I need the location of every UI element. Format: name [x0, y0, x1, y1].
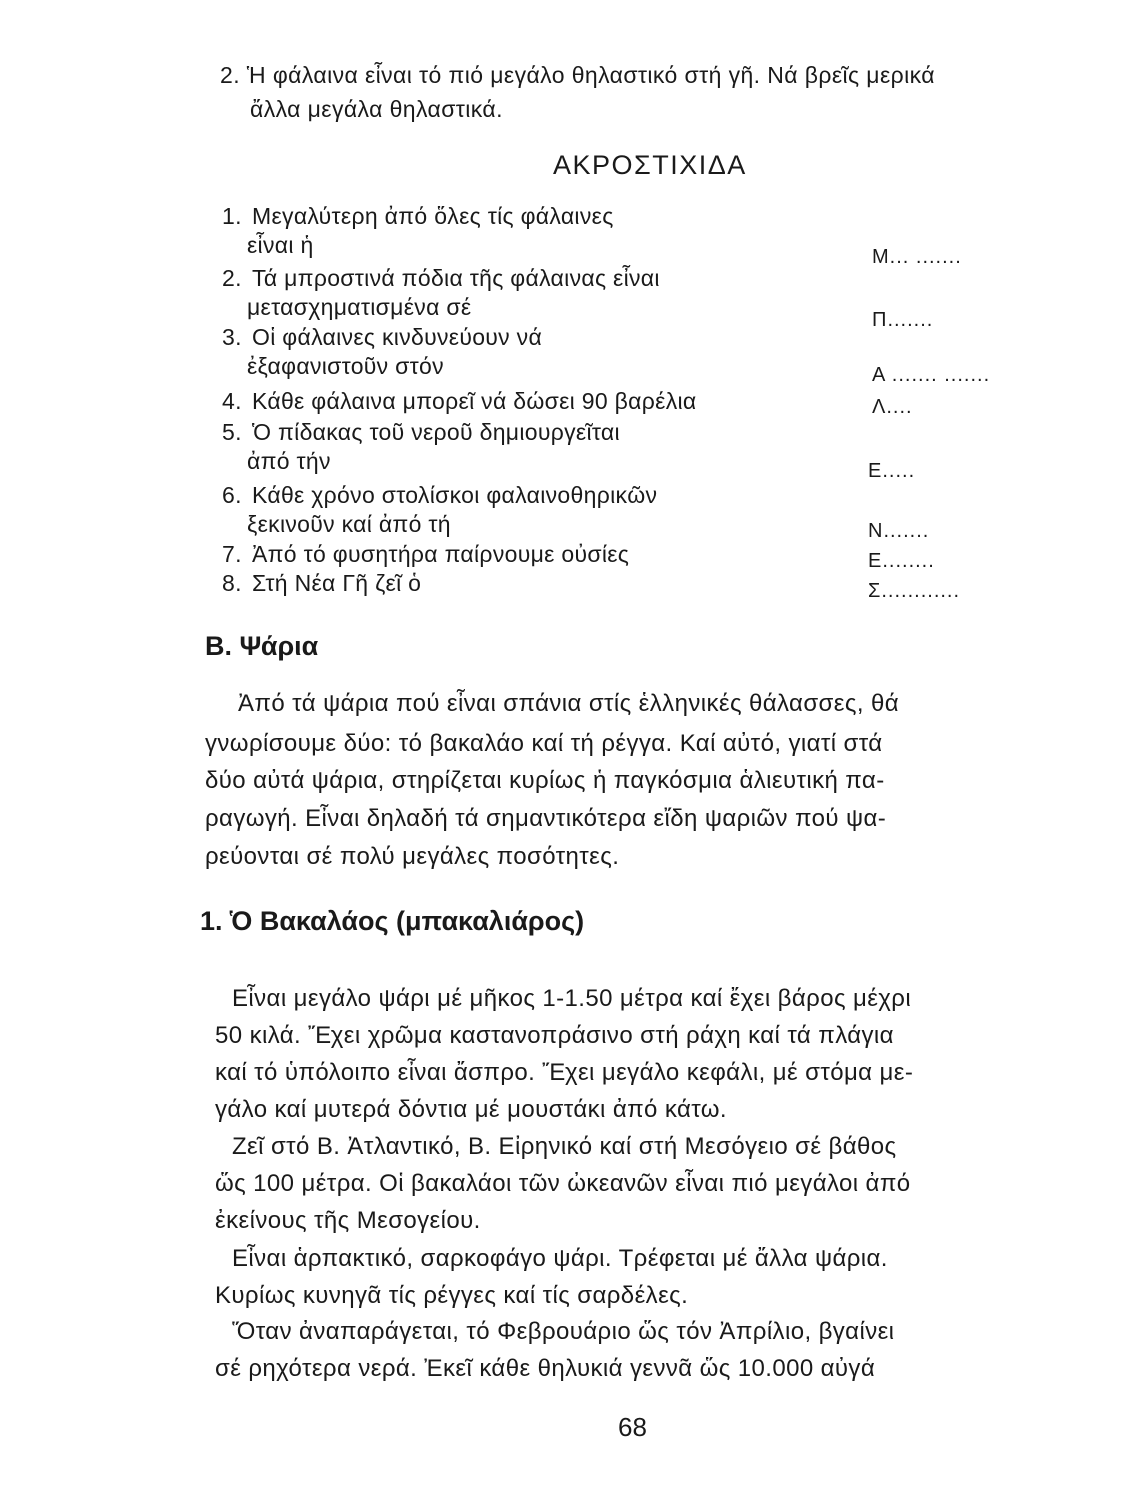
answer-blank-6: Ν.......	[868, 520, 930, 542]
answer-blank-2: Π.......	[872, 309, 934, 331]
clue-1	[222, 202, 614, 231]
clue-3-continued: ἐξαφανιστοῦν στόν	[247, 353, 444, 379]
paragraph-line: Εἶναι ἁρπακτικό, σαρκοφάγο ψάρι. Τρέφεται μέ ἄλλα ψάρια.	[232, 1245, 888, 1272]
clue-text: Ἀπό τό φυσητήρα παίρνουμε οὐσίες	[252, 541, 630, 567]
paragraph-line: Εἶναι μεγάλο ψάρι μέ μῆκος 1-1.50 μέτρα καί ἔχει βάρος μέχρι	[232, 985, 912, 1012]
clue-6	[222, 481, 657, 510]
clue-number: 7.	[222, 541, 242, 567]
section-heading: Β. Ψάρια	[205, 631, 319, 661]
clue-text: Οἱ φάλαινες κινδυνεύουν νά	[252, 324, 543, 350]
clue-8	[222, 569, 421, 598]
paragraph-line: Ὅταν ἀναπαράγεται, τό Φεβρουάριο ὥς τόν Ἀπρίλιο, βγαίνει	[232, 1318, 895, 1345]
clue-2	[222, 264, 660, 293]
question-2-line-2: ἄλλα μεγάλα θηλαστικά.	[250, 96, 503, 122]
clue-number: 3.	[222, 324, 242, 350]
paragraph-line: Ζεῖ στό Β. Ἀτλαντικό, Β. Εἰρηνικό καί στή Μεσόγειο σέ βάθος	[232, 1133, 897, 1160]
clue-number: 1.	[222, 203, 242, 229]
paragraph-line: ἐκείνους τῆς Μεσογείου.	[215, 1207, 481, 1234]
paragraph-line: Κυρίως κυνηγᾶ τίς ρέγγες καί τίς σαρδέλες.	[215, 1282, 689, 1309]
clue-2-continued: μετασχηματισμένα σέ	[247, 294, 472, 320]
clue-number: 2.	[222, 265, 242, 291]
answer-blank-3: Α ....... .......	[872, 364, 991, 386]
clue-5	[222, 418, 620, 447]
clue-text: Μεγαλύτερη ἀπό ὅλες τίς φάλαινες	[252, 203, 614, 229]
paragraph-line: ρεύονται σέ πολύ μεγάλες ποσότητες.	[205, 843, 620, 870]
paragraph-line: ραγωγή. Εἶναι δηλαδή τά σημαντικότερα εἴδη ψαριῶν πού ψα-	[205, 805, 887, 832]
clue-number: 6.	[222, 482, 242, 508]
clue-text: Κάθε χρόνο στολίσκοι φαλαινοθηρικῶν	[252, 482, 658, 508]
paragraph-line: ὥς 100 μέτρα. Οἱ βακαλάοι τῶν ὠκεανῶν εἶναι πιό μεγάλοι ἀπό	[215, 1170, 911, 1197]
clue-5-continued: ἀπό τήν	[247, 448, 331, 474]
paragraph-line: γνωρίσουμε δύο: τό βακαλάο καί τή ρέγγα. Καί αὐτό, γιατί στά	[205, 730, 883, 757]
clue-text: Ὁ πίδακας τοῦ νεροῦ δημιουργεῖται	[252, 419, 620, 445]
clue-number: 4.	[222, 388, 242, 414]
clue-3	[222, 323, 542, 352]
paragraph-line: 50 κιλά. Ἔχει χρῶμα καστανοπράσινο στή ράχη καί τά πλάγια	[215, 1022, 894, 1049]
clue-number: 5.	[222, 419, 242, 445]
clue-text: Στή Νέα Γῆ ζεῖ ὁ	[252, 570, 422, 596]
acrostic-title: ΑΚΡΟΣΤΙΧΙΔΑ	[553, 150, 747, 180]
answer-blank-1: Μ... .......	[872, 246, 962, 268]
question-2-line-1: 2. Ἡ φάλαινα εἶναι τό πιό μεγάλο θηλαστικό στή γῆ. Νά βρεῖς μερικά	[220, 62, 935, 88]
paragraph-line: καί τό ὑπόλοιπο εἶναι ἄσπρο. Ἔχει μεγάλο κεφάλι, μέ στόμα με-	[215, 1059, 914, 1086]
paragraph-line: σέ ρηχότερα νερά. Ἐκεῖ κάθε θηλυκιά γεννᾶ ὥς 10.000 αὐγά	[215, 1355, 876, 1382]
page-number: 68	[618, 1412, 647, 1442]
clue-6-continued: ξεκινοῦν καί ἀπό τή	[247, 511, 451, 537]
subsection-heading: 1. Ὁ Βακαλάος (μπακαλιάρος)	[200, 906, 585, 936]
answer-blank-8: Σ............	[868, 580, 961, 602]
answer-blank-5: Ε.....	[868, 460, 916, 482]
clue-4	[222, 387, 697, 416]
clue-text: Τά μπροστινά πόδια τῆς φάλαινας εἶναι	[252, 265, 660, 291]
clue-1-continued: εἶναι ἡ	[247, 232, 314, 258]
clue-7	[222, 540, 629, 569]
clue-number: 8.	[222, 570, 242, 596]
paragraph-line: γάλο καί μυτερά δόντια μέ μουστάκι ἀπό κάτω.	[215, 1096, 728, 1123]
paragraph-line: Ἀπό τά ψάρια πού εἶναι σπάνια στίς ἑλληνικές θάλασσες, θά	[238, 690, 899, 717]
paragraph-line: δύο αὐτά ψάρια, στηρίζεται κυρίως ἡ παγκόσμια ἁλιευτική πα-	[205, 767, 885, 794]
clue-text: Κάθε φάλαινα μπορεῖ νά δώσει 90 βαρέλια	[252, 388, 697, 414]
answer-blank-4: Λ....	[872, 396, 913, 418]
answer-blank-7: Ε........	[868, 550, 935, 572]
